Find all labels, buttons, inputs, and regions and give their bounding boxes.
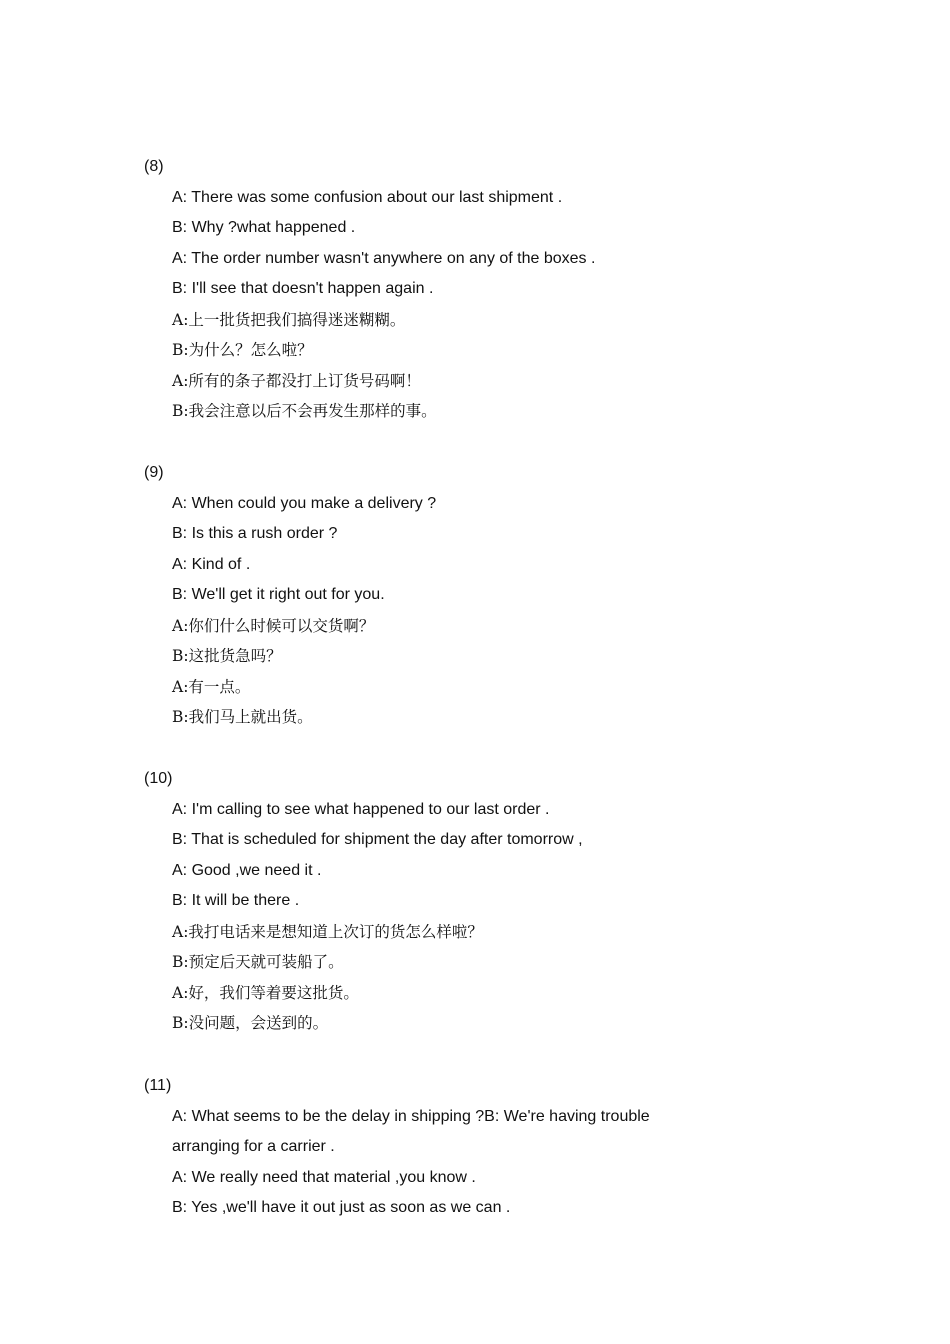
- dialogue-line: A: We really need that material ,you know .: [172, 1168, 476, 1186]
- dialogue-line: B: That is scheduled for shipment the day after tomorrow ,: [172, 831, 583, 848]
- dialogue-line: B: Is this a rush order ?: [172, 525, 338, 542]
- dialogue-line: B: It will be there .: [172, 892, 300, 909]
- dialogue-line-chinese: B:为什么？怎么啦？: [172, 341, 313, 359]
- dialogue-line: B: Why ?what happened .: [172, 219, 356, 236]
- dialogue-line-chinese: B:我会注意以后不会再发生那样的事。: [172, 402, 437, 420]
- dialogue-line-chinese: A:好，我们等着要这批货。: [172, 983, 359, 1002]
- dialogue-section-8: [144, 157, 844, 432]
- section-number: (8): [144, 158, 164, 175]
- dialogue-line: B: I'll see that doesn't happen again .: [172, 280, 434, 297]
- section-number: (10): [144, 770, 173, 787]
- dialogue-line: B: We'll get it right out for you.: [172, 586, 385, 603]
- dialogue-line: A: Good ,we need it .: [172, 861, 322, 879]
- dialogue-line-chinese: B:这批货急吗？: [172, 647, 282, 665]
- dialogue-line-chinese: B:预定后天就可装船了。: [172, 953, 344, 971]
- dialogue-section-10: [144, 769, 844, 1044]
- dialogue-line-chinese: A:我打电话来是想知道上次订的货怎么样啦？: [172, 922, 483, 941]
- dialogue-line-chinese: A:上一批货把我们搞得迷迷糊糊。: [172, 310, 406, 329]
- dialogue-line-chinese: A:有一点。: [172, 677, 251, 696]
- dialogue-line: A: When could you make a delivery ?: [172, 494, 437, 512]
- dialogue-section-11: [144, 1076, 844, 1229]
- section-number: (9): [144, 464, 164, 481]
- dialogue-line: A: There was some confusion about our last shipment .: [172, 188, 563, 206]
- dialogue-section-9: [144, 463, 844, 738]
- dialogue-line-chinese: A:你们什么时候可以交货啊？: [172, 616, 375, 635]
- dialogue-line: A: What seems to be the delay in shipping ?B: We're having trouble: [172, 1107, 650, 1125]
- dialogue-line: arranging for a carrier .: [172, 1138, 335, 1155]
- dialogue-line-chinese: A:所有的条子都没打上订货号码啊！: [172, 371, 421, 390]
- dialogue-line-chinese: B:没问题，会送到的。: [172, 1014, 329, 1032]
- dialogue-line: B: Yes ,we'll have it out just as soon as we can .: [172, 1199, 511, 1216]
- dialogue-line: A: The order number wasn't anywhere on any of the boxes .: [172, 249, 596, 267]
- dialogue-line: A: I'm calling to see what happened to our last order .: [172, 800, 550, 818]
- dialogue-line-chinese: B:我们马上就出货。: [172, 708, 313, 726]
- dialogue-line: A: Kind of .: [172, 555, 251, 573]
- section-number: (11): [144, 1077, 172, 1094]
